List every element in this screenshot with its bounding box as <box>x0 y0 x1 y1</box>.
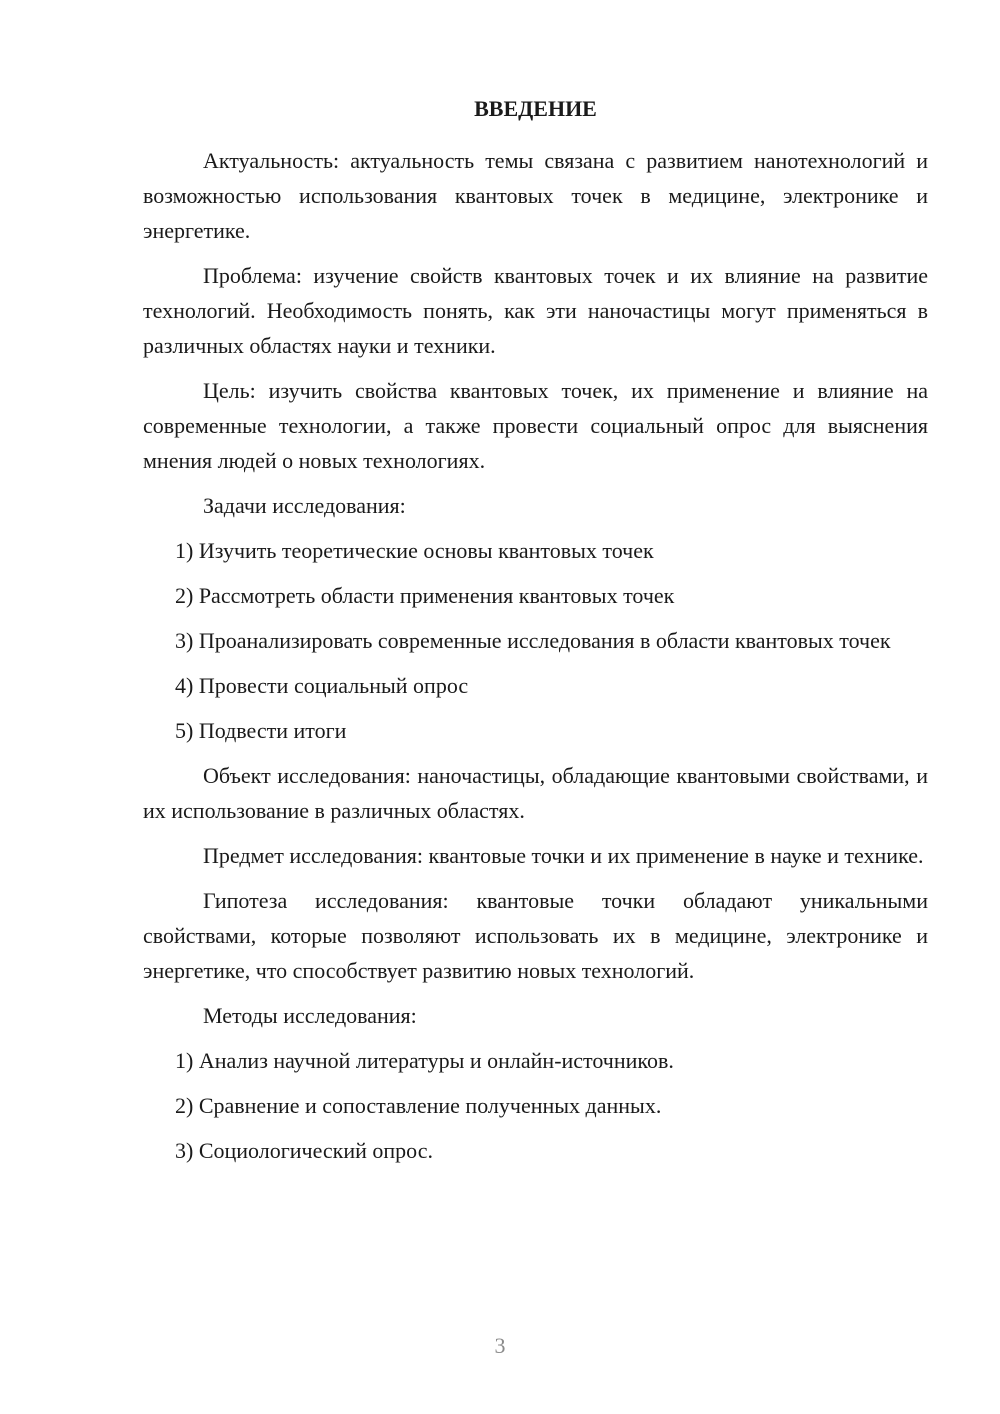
task-item: 1) Изучить теоретические основы квантовых точек <box>175 538 654 563</box>
subject-paragraph: Предмет исследования: квантовые точки и их применение в науке и технике. <box>203 843 924 868</box>
method-item: 3) Социологический опрос. <box>175 1138 433 1163</box>
goal-paragraph: Цель: изучить свойства квантовых точек, их применение и влияние на современные технологии, а также провести социальный опрос для выяснения мнения людей о новых технологиях. <box>143 378 928 473</box>
methods-heading: Методы исследования: <box>203 1003 417 1028</box>
page-title: ВВЕДЕНИЕ <box>474 96 597 121</box>
page-number: 3 <box>494 1333 506 1358</box>
task-item: 2) Рассмотреть области применения квантовых точек <box>175 583 675 608</box>
problem-paragraph: Проблема: изучение свойств квантовых точек и их влияние на развитие технологий. Необходимость понять, как эти наночастицы могут применяться в различных областях науки и техники. <box>143 263 928 358</box>
task-item: 4) Провести социальный опрос <box>175 673 469 698</box>
relevance-paragraph: Актуальность: актуальность темы связана с развитием нанотехнологий и возможностью использования квантовых точек в медицине, электронике и энергетике. <box>143 148 928 243</box>
document-page <box>143 94 928 1178</box>
method-item: 2) Сравнение и сопоставление полученных данных. <box>175 1093 662 1118</box>
method-item: 1) Анализ научной литературы и онлайн-источников. <box>175 1048 674 1073</box>
task-item: 5) Подвести итоги <box>175 718 347 743</box>
hypothesis-paragraph: Гипотеза исследования: квантовые точки обладают уникальными свойствами, которые позволяют использовать их в медицине, электронике и энергетике, что способствует развитию новых технологий. <box>143 888 928 983</box>
tasks-heading: Задачи исследования: <box>203 493 406 518</box>
object-paragraph: Объект исследования: наночастицы, обладающие квантовыми свойствами, и их использование в различных областях. <box>143 763 928 823</box>
task-item: 3) Проанализировать современные исследования в области квантовых точек <box>175 628 891 653</box>
